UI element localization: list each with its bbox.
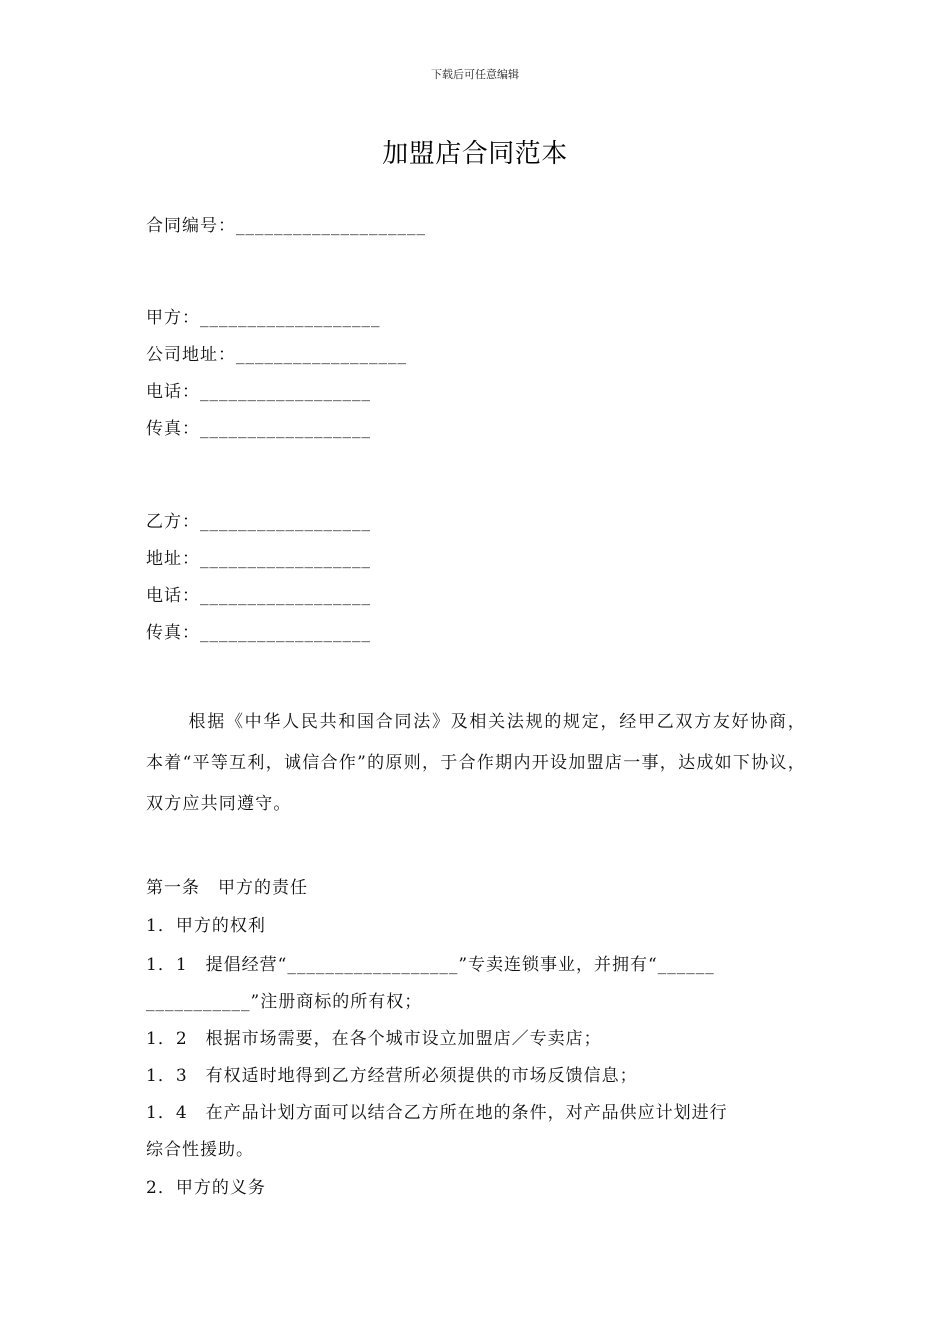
header-note: 下载后可任意编辑 (431, 68, 519, 81)
party-b-fax-line: 传真：__________________ (146, 623, 371, 643)
contract-number-line: 合同编号：____________________ (146, 216, 426, 236)
clause-1-4-line-2: 综合性援助。 (146, 1140, 254, 1160)
rights-heading: 1．甲方的权利 (146, 916, 266, 936)
clause-1-1-line-1: 1．1 提倡经营“__________________”专卖连锁事业，并拥有“______ (146, 955, 715, 975)
clause-1-2: 1．2 根据市场需要，在各个城市设立加盟店／专卖店； (146, 1029, 602, 1049)
party-a-address-line: 公司地址：__________________ (146, 345, 407, 365)
party-a-name-line: 甲方：___________________ (146, 308, 381, 328)
party-b-name-line: 乙方：__________________ (146, 512, 371, 532)
party-b-phone-line: 电话：__________________ (146, 586, 371, 606)
preamble-paragraph: 根据《中华人民共和国合同法》及相关法规的规定，经甲乙双方友好协商，本着“平等互利，诚信合作”的原则，于合作期内开设加盟店一事，达成如下协议，双方应共同遵守。 (146, 712, 806, 814)
document-title: 加盟店合同范本 (382, 139, 568, 169)
clause-1-4-line-1: 1．4 在产品计划方面可以结合乙方所在地的条件，对产品供应计划进行 (146, 1103, 728, 1123)
party-b-address-line: 地址：__________________ (146, 549, 371, 569)
party-a-phone-line: 电话：__________________ (146, 382, 371, 402)
party-a-fax-line: 传真：__________________ (146, 419, 371, 439)
clause-1-3: 1．3 有权适时地得到乙方经营所必须提供的市场反馈信息； (146, 1066, 638, 1086)
article-1-heading: 第一条 甲方的责任 (146, 878, 308, 898)
clause-1-1-line-2: ___________”注册商标的所有权； (146, 992, 423, 1012)
duties-heading: 2．甲方的义务 (146, 1178, 266, 1198)
